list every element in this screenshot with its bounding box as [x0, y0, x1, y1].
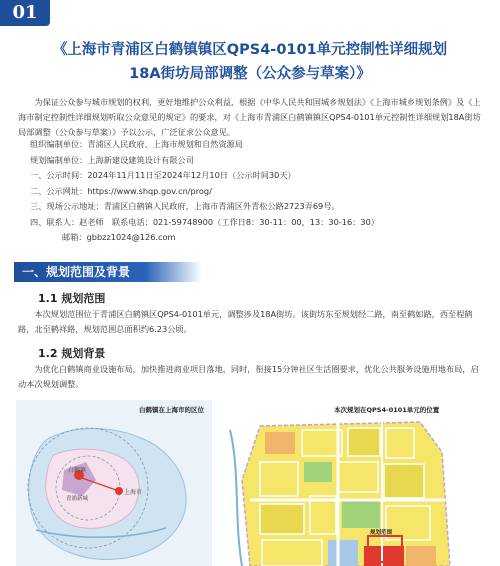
planning-map-graphic: [220, 400, 486, 566]
scope-paragraph: 本次规划范围位于青浦区白鹤镇区QPS4-0101单元，调整涉及18A街坊。该街坊东至规划经二路，南至鹤如路，西至程鹤路，北至鹤祥路，规划范围总面积约6.23公顷。: [18, 309, 473, 334]
map-label-qingpu: 青浦新城: [66, 496, 89, 502]
planning-map: [220, 400, 486, 566]
background-paragraph: 为优化白鹤镇商业设施布局，加快推进商业项目落地，同时，衔接15分钟社区生活圈要求，优化公共服务设施用地布局，启动本次规划调整。: [18, 364, 479, 389]
section-number-tab: 01: [0, 0, 50, 26]
email-line[interactable]: 邮箱：gbbzz1024@126.com: [62, 232, 176, 242]
time-line: 一、公示时间：2024年11月11日至2024年12月10日（公示时间30天）: [30, 170, 296, 180]
intro-paragraph: 为保证公众参与城市规划的权利，更好地维护公众利益，根据《中华人民共和国城乡规划法》《上海市城乡规划条例》及《上海市制定控制性详细规划听取公众意见的规定》的要求，对《上海市青浦区白鹤镇镇区QPS4-0101单元控制性详细规划18A街坊局部调整（公众参与草案）》予以公示，广泛征求公众意见。: [18, 97, 481, 137]
subheading-scope: 1.1 规划范围: [38, 292, 106, 305]
address-line: 三、现场公示地址：青浦区白鹤镇人民政府，上海市青浦区外青松公路2723弄69号。: [30, 201, 340, 211]
info-list: [30, 137, 482, 246]
section-heading-scope: 一、规划范围及背景: [14, 262, 202, 282]
map-label-baihe: 白鹤镇: [68, 467, 87, 474]
title-line-1: 《上海市青浦区白鹤镇镇区QPS4-0101单元控制性详细规划: [52, 42, 448, 58]
location-map-caption: 白鹤镇在上海市的区位: [139, 406, 204, 414]
subheading-background: 1.2 规划背景: [38, 347, 106, 360]
website-line[interactable]: 二、公示网址：https://www.shqp.gov.cn/prog/: [30, 185, 212, 196]
contact-line: 四、联系人：赵老师 联系电话：021-59748900（工作日8：30-11：00，13：30-16：30）: [30, 216, 379, 227]
location-map: [16, 400, 212, 566]
designer-line: 规划编制单位：上海新建设建筑设计有限公司: [30, 154, 194, 165]
location-map-graphic: [16, 400, 212, 566]
organizer-line: 组织编制单位：青浦区人民政府、上海市规划和自然资源局: [30, 139, 243, 149]
planning-map-caption: 本次规划在QPS4-0101单元的位置: [334, 406, 440, 414]
planning-area-label: 规划范围: [370, 530, 393, 536]
map-label-shanghai: 上海市: [124, 489, 143, 496]
title-line-2: 18A街坊局部调整（公众参与草案）》: [129, 66, 371, 82]
page-title: [30, 38, 470, 86]
